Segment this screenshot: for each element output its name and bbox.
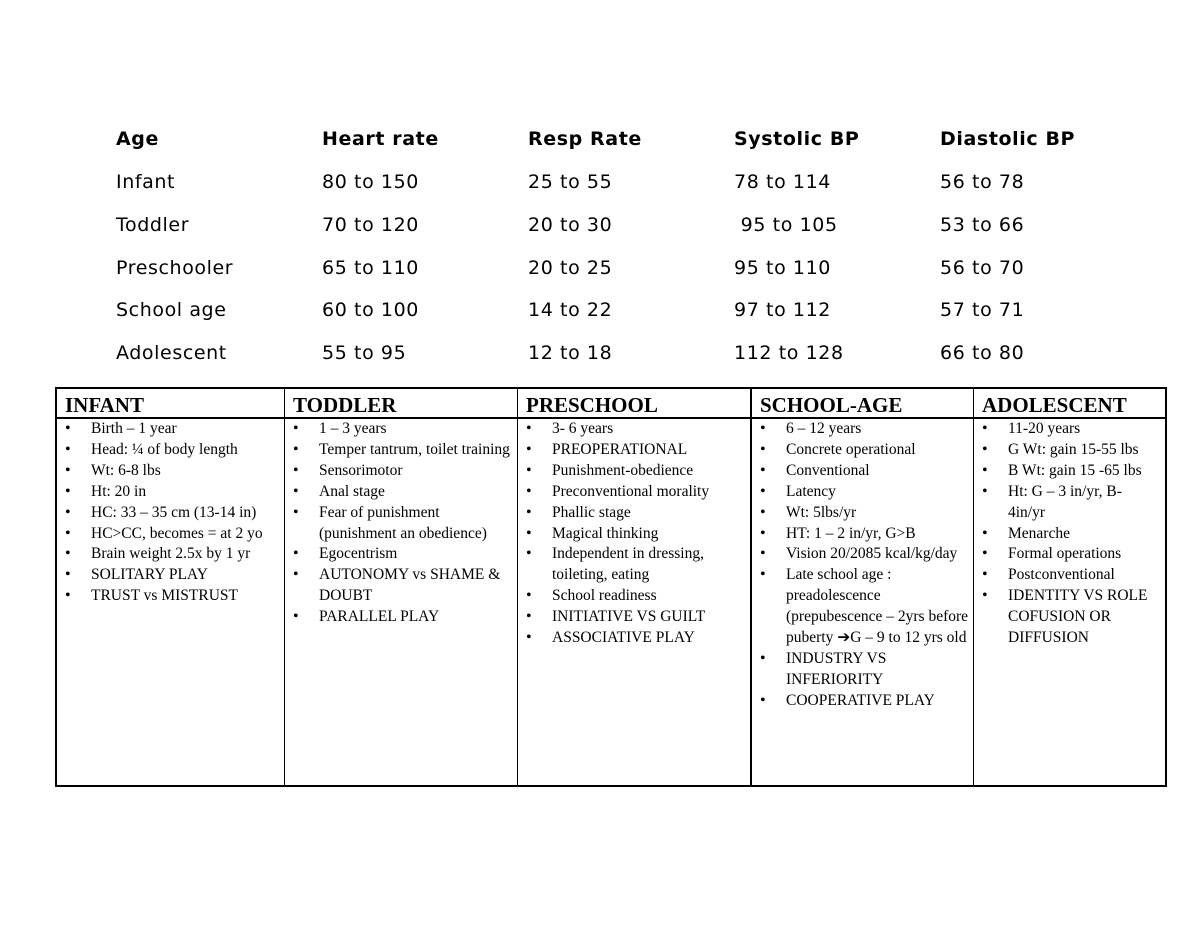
list-item: • B Wt: gain 15 -65 lbs (974, 461, 1161, 482)
vitals-cell: 20 to 25 (528, 256, 613, 279)
list-item: • Anal stage (285, 482, 513, 503)
list-item: • Punishment-obedience (518, 461, 746, 482)
list-item: • Ht: G – 3 in/yr, B- 4in/yr (974, 482, 1161, 524)
list-item: • Menarche (974, 524, 1161, 545)
vitals-row-school-age (116, 289, 1176, 332)
vitals-cell: 53 to 66 (940, 213, 1025, 236)
list-item: • INITIATIVE VS GUILT (518, 607, 746, 628)
vitals-cell: Toddler (116, 213, 190, 236)
list-item: • Wt: 5lbs/yr (752, 503, 969, 524)
vitals-cell: 55 to 95 (322, 342, 407, 365)
vitals-cell: 14 to 22 (528, 299, 613, 322)
vitals-cell: 70 to 120 (322, 213, 419, 236)
list-item: • 6 – 12 years (752, 419, 969, 440)
list-item: • PARALLEL PLAY (285, 607, 513, 628)
vitals-cell: 57 to 71 (940, 299, 1025, 322)
list-item: • Ht: 20 in (57, 482, 280, 503)
vitals-header-row (116, 118, 1176, 161)
list-item: • Phallic stage (518, 503, 746, 524)
list-item: • Head: ¼ of body length (57, 440, 280, 461)
bullet-list (752, 419, 973, 712)
list-item: • Egocentrism (285, 544, 513, 565)
column-adolescent (973, 389, 1165, 785)
vitals-cell: 66 to 80 (940, 342, 1025, 365)
vitals-cell: 112 to 128 (734, 342, 844, 365)
bullet-list (974, 419, 1165, 649)
list-item: • Latency (752, 482, 969, 503)
list-item: • PREOPERATIONAL (518, 440, 746, 461)
development-table (55, 387, 1167, 787)
list-item: • Preconventional morality (518, 482, 746, 503)
vitals-row-preschooler (116, 246, 1176, 289)
column-title: INFANT (57, 389, 284, 419)
column-title: PRESCHOOL (518, 389, 750, 419)
bullet-list (57, 419, 284, 607)
vitals-header-diastolic-bp: Diastolic BP (940, 128, 1076, 151)
list-item: • COOPERATIVE PLAY (752, 691, 969, 712)
vitals-header-systolic-bp: Systolic BP (734, 128, 860, 151)
list-item: • HC>CC, becomes = at 2 yo (57, 524, 280, 545)
vitals-cell: Preschooler (116, 256, 234, 279)
column-infant (57, 389, 284, 785)
vitals-cell: 20 to 30 (528, 213, 613, 236)
list-item: • Fear of punishment (punishment an obedience) (285, 503, 513, 545)
list-item: • Late school age : preadolescence (prepubescence – 2yrs before puberty ➔G – 9 to 12 yrs old (752, 565, 969, 649)
list-item: • IDENTITY VS ROLE COFUSION OR DIFFUSION (974, 586, 1161, 649)
vitals-cell: 65 to 110 (322, 256, 419, 279)
list-item: • Magical thinking (518, 524, 746, 545)
vitals-cell: 97 to 112 (734, 299, 831, 322)
vitals-header-resp-rate: Resp Rate (528, 128, 642, 151)
column-title: TODDLER (285, 389, 517, 419)
list-item: • Sensorimotor (285, 461, 513, 482)
vitals-cell: School age (116, 299, 227, 322)
list-item: • HC: 33 – 35 cm (13-14 in) (57, 503, 280, 524)
list-item: • Birth – 1 year (57, 419, 280, 440)
vitals-cell: Adolescent (116, 342, 227, 365)
list-item: • Independent in dressing, toileting, eating (518, 544, 746, 586)
vitals-row-toddler (116, 204, 1176, 247)
list-item: • INDUSTRY VS INFERIORITY (752, 649, 969, 691)
list-item: • Vision 20/2085 kcal/kg/day (752, 544, 969, 565)
list-item: • Temper tantrum, toilet training (285, 440, 513, 461)
vitals-header-age: Age (116, 128, 159, 151)
vitals-row-infant (116, 161, 1176, 204)
column-preschool (517, 389, 750, 785)
column-toddler (284, 389, 517, 785)
list-item: • ASSOCIATIVE PLAY (518, 628, 746, 649)
list-item: • TRUST vs MISTRUST (57, 586, 280, 607)
list-item: • Formal operations (974, 544, 1161, 565)
list-item: • HT: 1 – 2 in/yr, G>B (752, 524, 969, 545)
list-item: • School readiness (518, 586, 746, 607)
column-school-age (750, 389, 973, 785)
vital-signs-table (116, 118, 1176, 375)
list-item: • 3- 6 years (518, 419, 746, 440)
list-item: • Wt: 6-8 lbs (57, 461, 280, 482)
list-item: • 11-20 years (974, 419, 1161, 440)
vitals-row-adolescent (116, 332, 1176, 375)
bullet-list (518, 419, 750, 649)
list-item: • Postconventional (974, 565, 1161, 586)
list-item: • G Wt: gain 15-55 lbs (974, 440, 1161, 461)
list-item: • AUTONOMY vs SHAME & DOUBT (285, 565, 513, 607)
vitals-cell: 95 to 105 (734, 213, 838, 236)
list-item: • Brain weight 2.5x by 1 yr (57, 544, 280, 565)
vitals-cell: 25 to 55 (528, 171, 613, 194)
vitals-cell: 78 to 114 (734, 171, 831, 194)
vitals-cell: 56 to 78 (940, 171, 1025, 194)
list-item: • Concrete operational (752, 440, 969, 461)
column-title: SCHOOL-AGE (752, 389, 973, 419)
column-title: ADOLESCENT (974, 389, 1165, 419)
list-item: • Conventional (752, 461, 969, 482)
list-item: • SOLITARY PLAY (57, 565, 280, 586)
list-item: • 1 – 3 years (285, 419, 513, 440)
vitals-cell: 80 to 150 (322, 171, 419, 194)
vitals-cell: 56 to 70 (940, 256, 1025, 279)
vitals-cell: 12 to 18 (528, 342, 613, 365)
vitals-cell: Infant (116, 171, 176, 194)
bullet-list (285, 419, 517, 628)
vitals-header-heart-rate: Heart rate (322, 128, 439, 151)
vitals-cell: 60 to 100 (322, 299, 419, 322)
vitals-cell: 95 to 110 (734, 256, 831, 279)
